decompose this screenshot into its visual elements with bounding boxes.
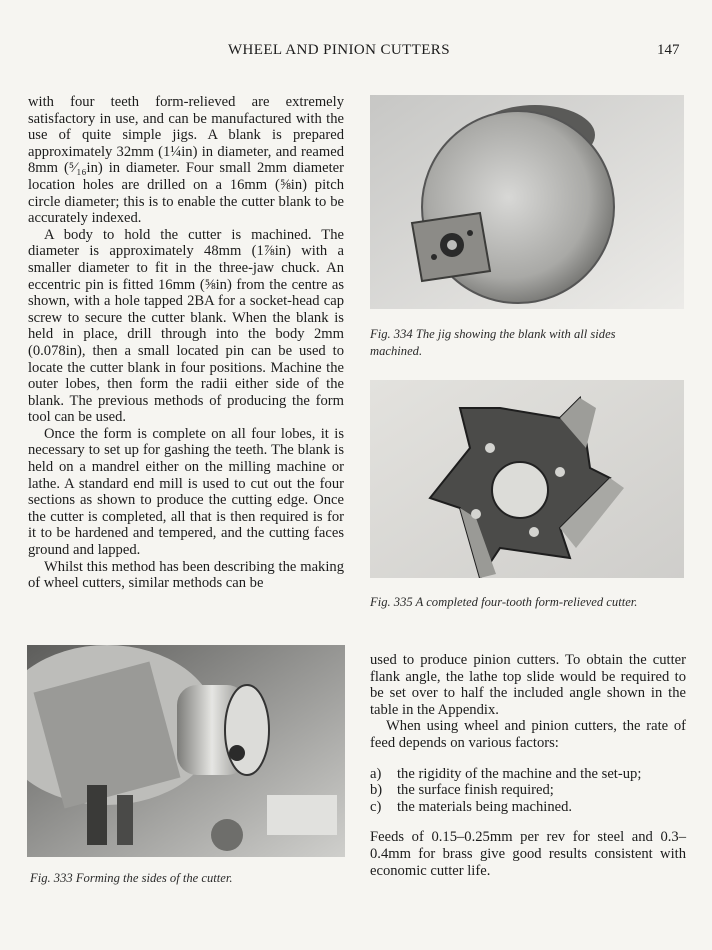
- running-header-title: WHEEL AND PINION CUTTERS: [228, 42, 450, 58]
- paragraph: Once the form is complete on all four lobes, it is necessary to set up for gashing the teeth. The blank is held on a mandrel either on the milling machine or lathe. A standard end mill is used to cut out the four sections as shown to produce the cutting edge. Once the cutter is completed, all that is then required is for it to be hardened and tempered, and the cutting faces ground and lapped.: [28, 425, 344, 559]
- paragraph: When using wheel and pinion cutters, the rate of feed depends on various factors:: [370, 718, 686, 751]
- paragraph: used to produce pinion cutters. To obtain the cutter flank angle, the lathe top slide would be required to be set over to half the included angle shown in the table in the Appendix.: [370, 652, 686, 718]
- paragraph: with four teeth form-relieved are extremely satisfactory in use, and can be manufactured with the use of quite simple jigs. A blank is prepared approximately 32mm (1¼in) in diameter, and reamed 8mm (⁵⁄₁₆in) in diameter. Four small 2mm diameter location holes are drilled on a 16mm (⅝in) pitch circle diameter; this is to enable the cutter blank to be accurately indexed.: [28, 94, 344, 227]
- feed-factors-list: [370, 766, 686, 816]
- paragraph: Whilst this method has been describing the making of wheel cutters, similar methods can be: [28, 558, 344, 592]
- left-text-column: [28, 94, 344, 592]
- list-item: a) the rigidity of the machine and the set-up;: [370, 765, 642, 782]
- figure-335-photo: [370, 380, 684, 578]
- right-text-column: [370, 652, 686, 879]
- figure-333-photo: [27, 645, 345, 857]
- figure-335-caption: Fig. 335 A completed four-tooth form-relieved cutter.: [370, 595, 638, 609]
- page-number: 147: [657, 42, 680, 58]
- list-item: b) the surface finish required;: [370, 782, 554, 799]
- list-item: c) the materials being machined.: [370, 798, 573, 815]
- figure-334-photo: [370, 95, 684, 309]
- figure-334-caption: Fig. 334 The jig showing the blank with all sides machined.: [370, 327, 616, 358]
- figure-333-caption: Fig. 333 Forming the sides of the cutter.: [30, 871, 233, 885]
- paragraph: Feeds of 0.15–0.25mm per rev for steel and 0.3–0.4mm for brass give good results consistent with economic cutter life.: [370, 829, 686, 879]
- paragraph: A body to hold the cutter is machined. The diameter is approximately 48mm (1⅞in) with a smaller diameter to fit in the three-jaw chuck. An eccentric pin is fitted 16mm (⅝in) from the centre as shown, with a hole tapped 2BA for a socket-head cap screw to secure the cutter blank. When the blank is held in place, drill through into the body 2mm (0.078in), then a small located pin can be used to locate the cutter blank in four positions. Machine the outer lobes, then form the radii either side of the blank. The previous methods of producing the form tool can be used.: [28, 226, 344, 426]
